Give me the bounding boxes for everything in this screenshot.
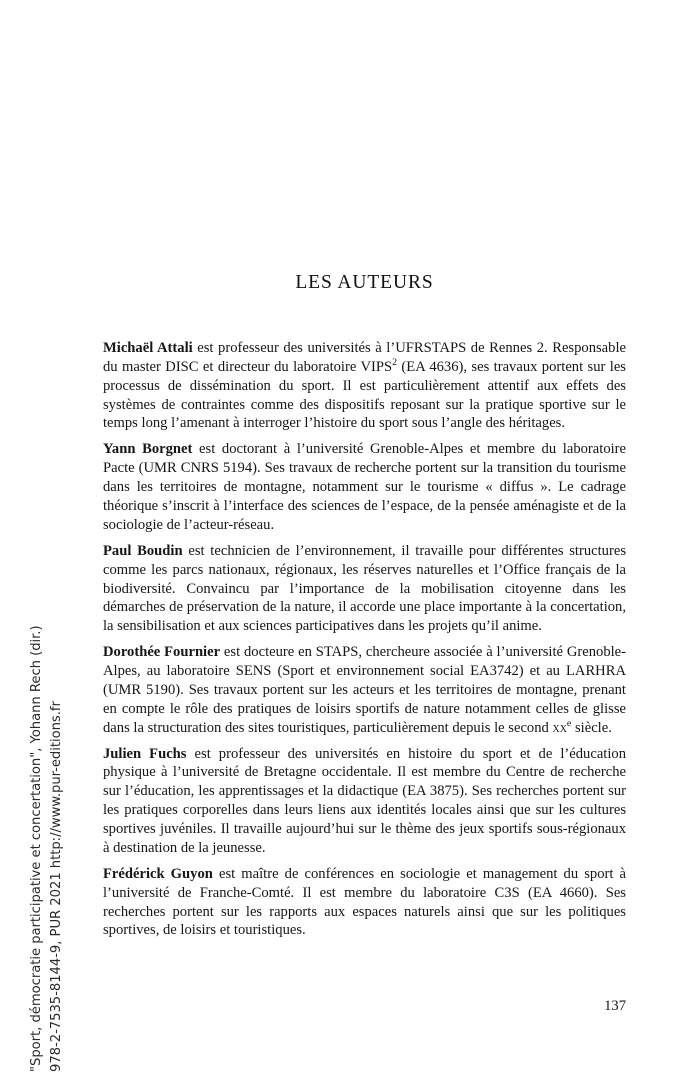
author-entry	[103, 542, 626, 636]
page-content	[103, 0, 626, 1084]
author-entry	[103, 440, 626, 534]
author-name: Paul Boudin	[103, 542, 183, 559]
century-smallcaps: xx	[552, 719, 567, 736]
author-bio-text: est technicien de l’environnement, il travaille pour différentes structures comme les parcs nationaux, régionaux, les réserves naturelles et l’Office français de la biodiversité. Convaincu par l’importance de la mobilisation citoyenne dans les démarches de préservation de la nature, il accorde une place importante à la concertation, la sensibilisation et aux sciences participatives dans les projets qu’il anime.	[103, 542, 626, 635]
page-title: LES AUTEURS	[295, 272, 434, 293]
author-entry	[103, 745, 626, 858]
page-number: 137	[604, 998, 626, 1014]
ordinal-superscript: e	[566, 717, 572, 729]
footnote-superscript: 2	[392, 356, 398, 368]
author-bio-text-continued: (EA 4636), ses travaux portent sur les processus de dissémination du sport. Il est particulièrement attentif aux effets des systèmes de contraintes comme des dispositifs reposant sur la pratique sportive sur le temps long l’amenant à interroger l’histoire du sport sous l’angle des héritages.	[103, 358, 626, 432]
author-bio-text: est doctorant à l’université Grenoble-Alpes et membre du laboratoire Pacte (UMR CNRS 5194). Ses travaux de recherche portent sur la transition du tourisme dans les territoires de montagne, notamment sur le tourisme « diffus ». Le cadrage théorique s’inscrit à l’interface des sciences de l’espace, de la pensée aménagiste et de la sociologie de l’acteur-réseau.	[103, 441, 627, 533]
author-bio-text: est professeur des universités à l’UFRSTAPS de Rennes 2. Responsable du master DISC et directeur du laboratoire VIPS	[103, 340, 626, 375]
author-bio-text: est maître de conférences en sociologie et management du sport à l’université de Franche-Comté. Il est membre du laboratoire C3S (EA 4660). Ses recherches portent sur les rapports aux espaces naturels ainsi que sur les politiques sportives, de loisirs et touristiques.	[103, 865, 626, 939]
author-name: Michaël Attali	[103, 340, 193, 356]
author-bio-text-continued: siècle.	[571, 719, 612, 736]
author-entry	[103, 643, 626, 737]
authors-list	[103, 339, 626, 940]
author-entry	[103, 865, 626, 940]
watermark-title-line: "Sport, démocratie participative et concertation", Yohann Rech (dir.)	[29, 625, 44, 1072]
copyright-watermark-strip	[0, 0, 78, 1084]
author-name: Frédérick Guyon	[103, 865, 213, 882]
author-name: Julien Fuchs	[103, 745, 187, 762]
author-name: Yann Borgnet	[103, 441, 193, 458]
author-name: Dorothée Fournier	[103, 644, 221, 661]
author-bio-text: est docteure en STAPS, chercheure associée à l’université Grenoble-Alpes, au laboratoire SENS (Sport et environnement social EA3742) et au LARHRA (UMR 5190). Ses travaux portent sur les acteurs et les territoires de montagne, prenant en compte le rôle des pratiques de loisirs sportifs de nature notamment celles de glisse dans la structuration des sites touristiques, particulièrement depuis le second	[103, 644, 627, 736]
author-bio-text: est professeur des universités en histoire du sport et de l’éducation physique à l’université de Bretagne occidentale. Il est membre du Centre de recherche sur l’éducation, les apprentissages et la didactique (EA 3875). Ses recherches portent sur les pratiques corporelles dans leurs liens aux identités locales ainsi que sur les cultures sportives juvéniles. Il travaille aujourd’hui sur le thème des jeux sportifs sous-régionaux à destination de la jeunesse.	[103, 745, 626, 856]
author-entry	[103, 339, 626, 433]
watermark-isbn-line: 978-2-7535-8144-9, PUR 2021 http://www.pur-editions.fr	[49, 701, 64, 1072]
